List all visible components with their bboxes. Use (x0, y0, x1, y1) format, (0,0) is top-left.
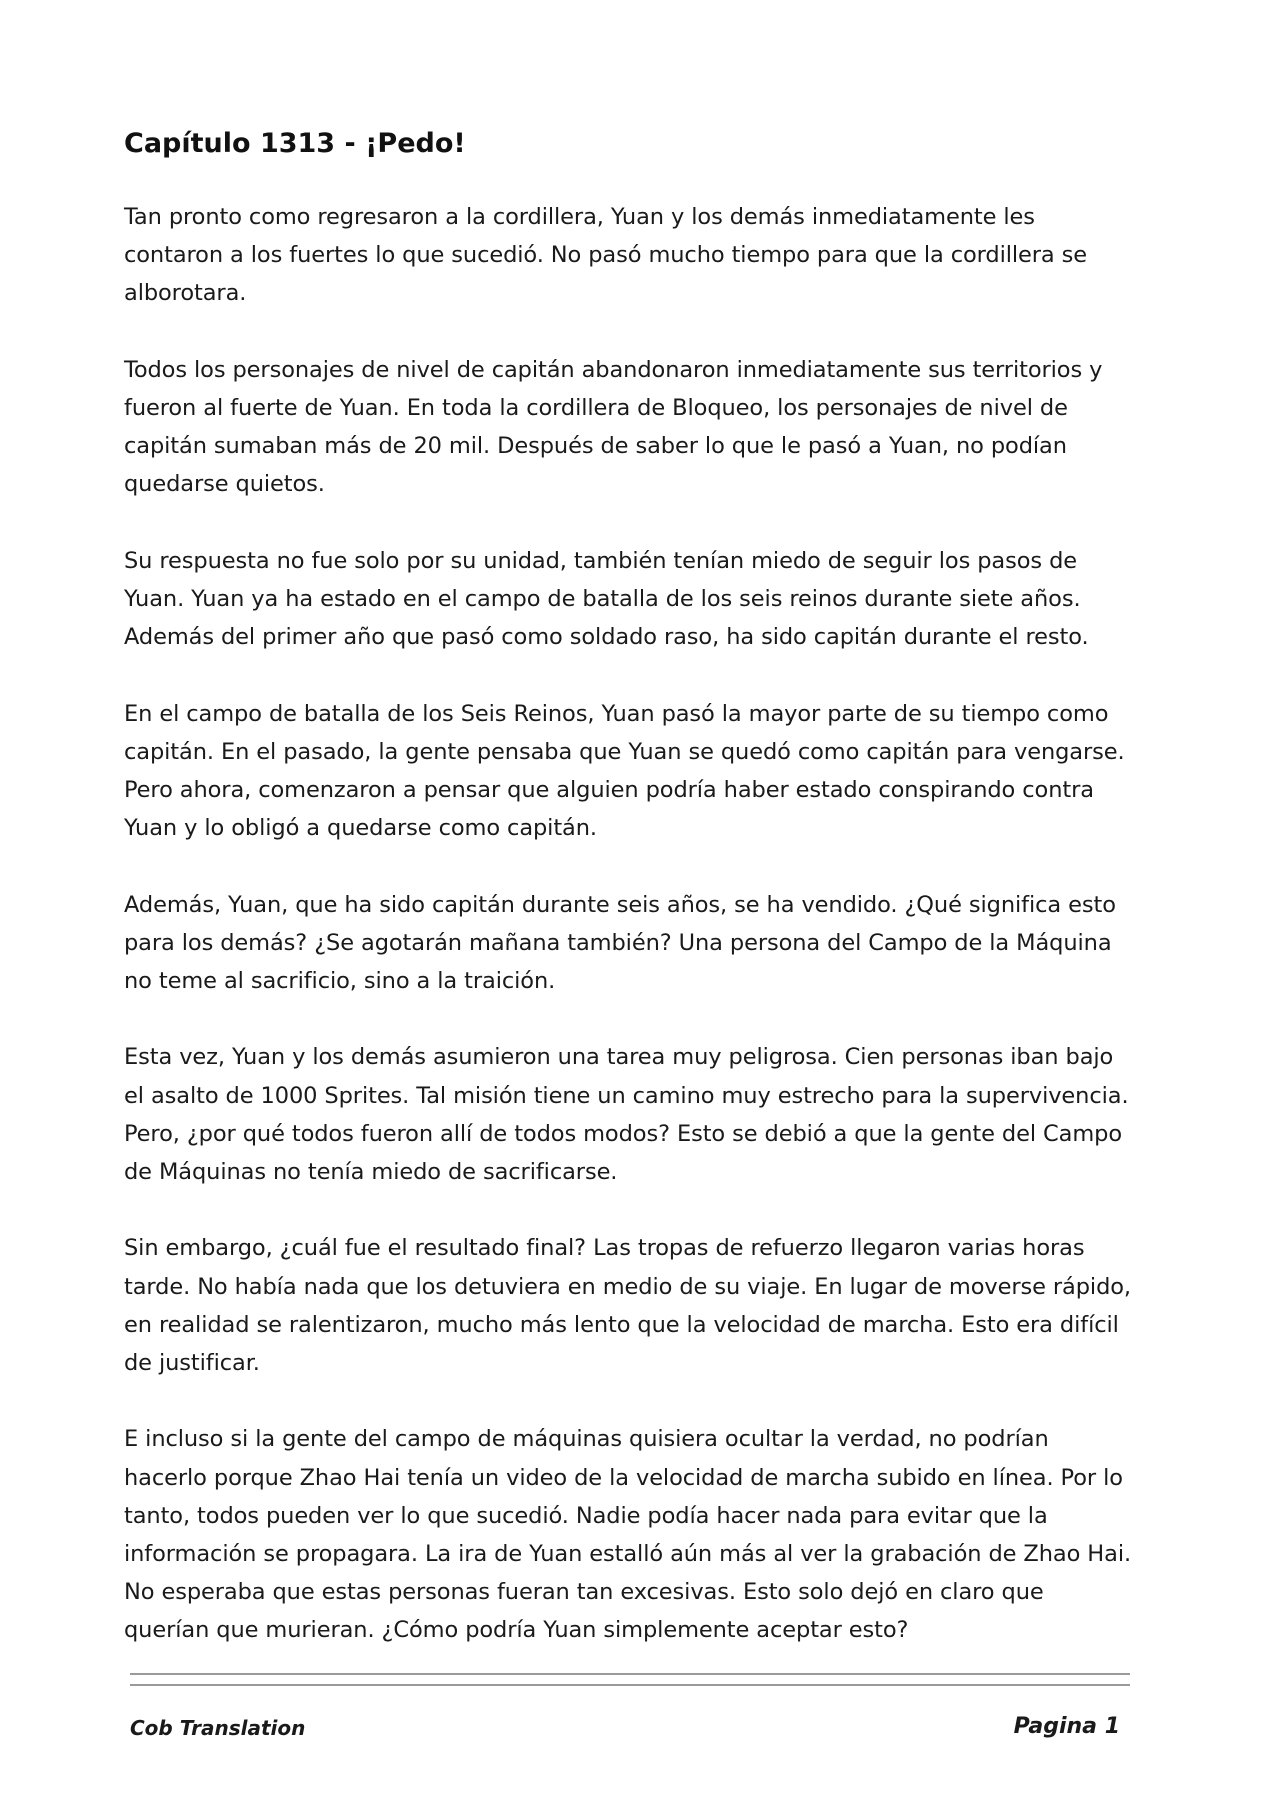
page-content (124, 126, 1134, 1688)
paragraph-5: Además, Yuan, que ha sido capitán durante seis años, se ha vendido. ¿Qué significa esto para los demás? ¿Se agotarán mañana también? Una persona del Campo de la Máquina no teme al sacrificio, sino a la traición. (124, 891, 1116, 994)
footer-page-number: Pagina 1 (1013, 1714, 1120, 1739)
paragraph-4: En el campo de batalla de los Seis Reinos, Yuan pasó la mayor parte de su tiempo como capitán. En el pasado, la gente pensaba que Yuan se quedó como capitán para vengarse. Pero ahora, comenzaron a pensar que alguien podría haber estado conspirando contra Yuan y lo obligó a quedarse como capitán. (124, 700, 1125, 842)
footer-divider-bottom (130, 1684, 1130, 1686)
footer-divider-top (130, 1673, 1130, 1675)
paragraph-2: Todos los personajes de nivel de capitán abandonaron inmediatamente sus territorios y fueron al fuerte de Yuan. En toda la cordillera de Bloqueo, los personajes de nivel de capitán sumaban más de 20 mil. Después de saber lo que le pasó a Yuan, no podían quedarse quietos. (124, 356, 1103, 498)
paragraph-3: Su respuesta no fue solo por su unidad, también tenían miedo de seguir los pasos de Yuan. Yuan ya ha estado en el campo de batalla de los seis reinos durante siete años. Además del primer año que pasó como soldado raso, ha sido capitán durante el resto. (124, 547, 1089, 651)
paragraph-6: Esta vez, Yuan y los demás asumieron una tarea muy peligrosa. Cien personas iban bajo el asalto de 1000 Sprites. Tal misión tiene un camino muy estrecho para la supervivencia. Pero, ¿por qué todos fueron allí de todos modos? Esto se debió a que la gente del Campo de Máquinas no tenía miedo de sacrificarse. (124, 1044, 1129, 1185)
paragraph-1: Tan pronto como regresaron a la cordillera, Yuan y los demás inmediatamente les contaron a los fuertes lo que sucedió. No pasó mucho tiempo para que la cordillera se alborotara. (124, 204, 1088, 307)
chapter-title: Capítulo 1313 - ¡Pedo! (124, 128, 466, 159)
paragraph-7: Sin embargo, ¿cuál fue el resultado final? Las tropas de refuerzo llegaron varias horas tarde. No había nada que los detuviera en medio de su viaje. En lugar de moverse rápido, en realidad se ralentizaron, mucho más lento que la velocidad de marcha. Esto era difícil de justificar. (124, 1235, 1131, 1376)
footer-translator: Cob Translation (130, 1716, 306, 1740)
paragraph-8: E incluso si la gente del campo de máquinas quisiera ocultar la verdad, no podrían hacerlo porque Zhao Hai tenía un video de la velocidad de marcha subido en línea. Por lo tanto, todos pueden ver lo que sucedió. Nadie podía hacer nada para evitar que la información se propagara. La ira de Yuan estalló aún más al ver la grabación de Zhao Hai. No esperaba que estas personas fueran tan excesivas. Esto solo dejó en claro que querían que murieran. ¿Cómo podría Yuan simplemente aceptar esto? (124, 1426, 1132, 1644)
